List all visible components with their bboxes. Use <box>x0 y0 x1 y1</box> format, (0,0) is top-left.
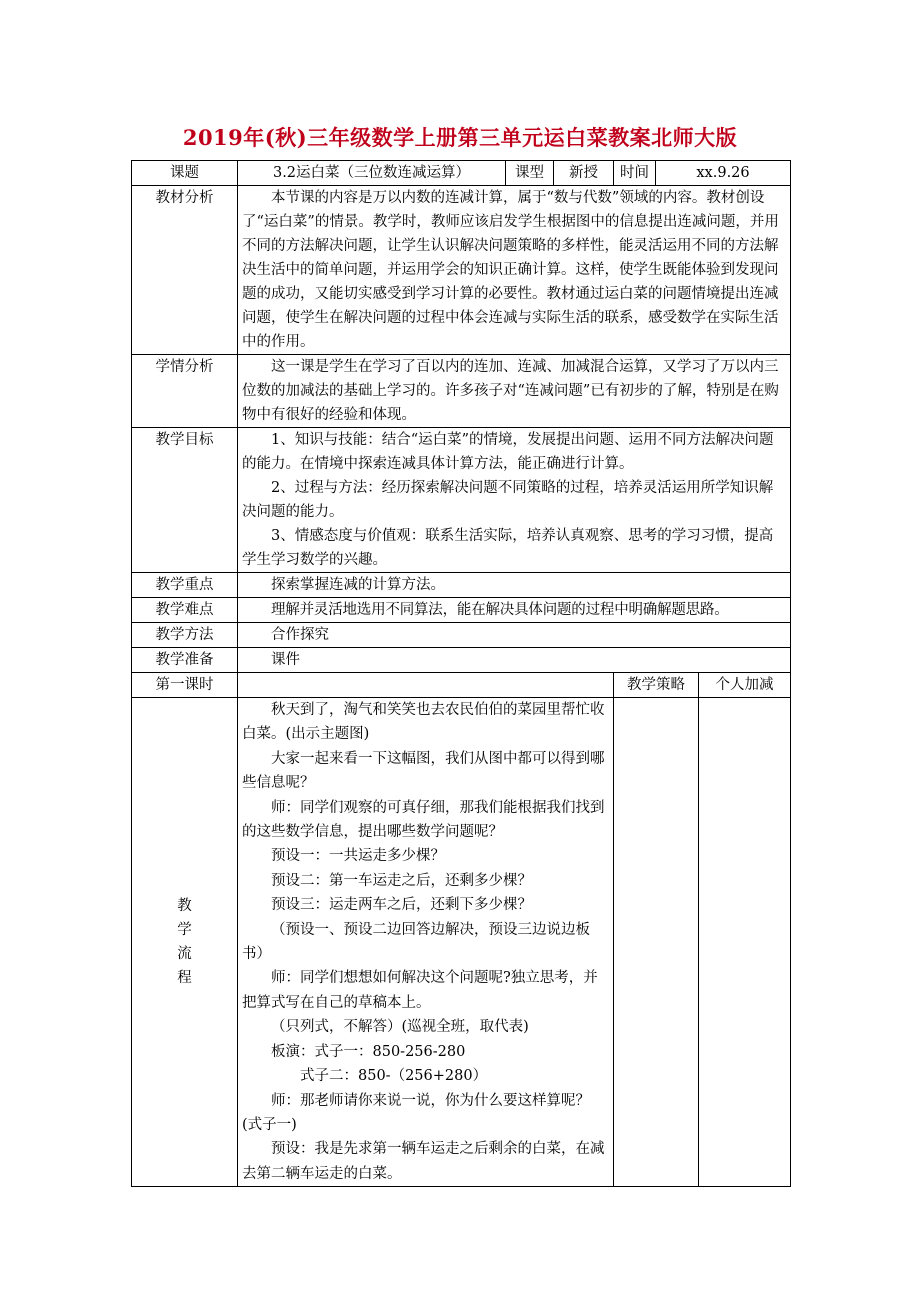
goals-text <box>238 428 791 573</box>
time-value: xx.9.26 <box>656 161 791 186</box>
flow-label-char: 学 <box>177 922 192 939</box>
type-value: 新授 <box>554 161 614 186</box>
period-label: 第一课时 <box>132 673 238 698</box>
flow-line: 师：那老师请你来说一说，你为什么要这样算呢？(式子一) <box>242 1092 590 1133</box>
flow-line: 预设一：一共运走多少棵？ <box>271 848 445 865</box>
prep-text: 课件 <box>238 648 791 673</box>
flow-line: 师：同学们想想如何解决这个问题呢?独立思考，并把算式写在自己的草稿本上。 <box>242 970 598 1011</box>
students-label: 学情分析 <box>132 355 238 428</box>
flow-line: 师：同学们观察的可真仔细，那我们能根据我们找到的这些数学信息，提出哪些数学问题呢？ <box>242 799 605 841</box>
time-label: 时间 <box>614 161 656 186</box>
goal-item: 2、过程与方法：经历探索解决问题不同策略的过程，培养灵活运用所学知识解决问题的能力。 <box>242 480 774 520</box>
flow-line: 预设：我是先求第一辆车运走之后剩余的白菜，在减去第二辆车运走的白菜。 <box>242 1141 605 1182</box>
lesson-header-row <box>132 673 791 698</box>
goal-item: 1、知识与技能：结合“运白菜”的情境，发展提出问题、运用不同方法解决问题的能力。在情境中探索连减具体计算方法，能正确进行计算。 <box>242 432 774 472</box>
method-label: 教学方法 <box>132 623 238 648</box>
students-text: 这一课是学生在学习了百以内的连加、连减、加减混合运算，又学习了万以内三位数的加减法的基础上学习的。许多孩子对“连减问题”已有初步的了解，特别是在购物中有很好的经验和体现。 <box>238 355 791 428</box>
key-point-label: 教学重点 <box>132 573 238 598</box>
flow-row <box>132 698 791 1187</box>
flow-label <box>132 698 238 1187</box>
difficulty-label: 教学难点 <box>132 598 238 623</box>
document-title: 2019年(秋)三年级数学上册第三单元运白菜教案北师大版 <box>182 125 738 150</box>
flow-line: （预设一、预设二边回答边解决，预设三边说边板书） <box>242 921 590 963</box>
header-row <box>132 161 791 186</box>
method-row <box>132 623 791 648</box>
difficulty-text: 理解并灵活地选用不同算法，能在解决具体问题的过程中明确解题思路。 <box>238 598 791 623</box>
personal-blank <box>699 698 791 1187</box>
goals-row <box>132 428 791 573</box>
flow-label-char: 程 <box>177 970 192 987</box>
flow-line: 秋天到了，淘气和笑笑也去农民伯伯的菜园里帮忙收白菜。(出示主题图) <box>242 702 605 743</box>
prep-label: 教学准备 <box>132 648 238 673</box>
goal-item: 3、情感态度与价值观：联系生活实际，培养认真观察、思考的学习习惯，提高学生学习数学的兴趣。 <box>242 528 774 568</box>
lesson-plan-table <box>131 160 791 1187</box>
material-text: 本节课的内容是万以内数的连减计算，属于“数与代数”领域的内容。教材创设了“运白菜”的情景。教学时，教师应该启发学生根据图中的信息提出连减问题，并用不同的方法解决问题，让学生认识解决问题策略的多样性，能灵活运用不同的方法解决生活中的简单问题，并运用学会的知识正确计算。这样，使学生既能体验到发现问题的成功，又能切实感受到学习计算的必要性。教材通过运白菜的问题情境提出连减问题，使学生在解决问题的过程中体会连减与实际生活的联系，感受数学在实际生活中的作用。 <box>238 186 791 355</box>
type-label: 课型 <box>506 161 554 186</box>
key-point-text: 探索掌握连减的计算方法。 <box>238 573 791 598</box>
topic-value: 3.2运白菜（三位数连减运算） <box>238 161 506 186</box>
flow-line: 预设二：第一车运走之后，还剩多少棵？ <box>271 872 532 889</box>
goals-label: 教学目标 <box>132 428 238 573</box>
flow-line: 预设三：运走两车之后，还剩下多少棵？ <box>271 897 532 914</box>
flow-line: 板演：式子一：850-256-280 <box>271 1043 466 1060</box>
prep-row <box>132 648 791 673</box>
topic-label: 课题 <box>132 161 238 186</box>
personal-label: 个人加减 <box>699 673 791 698</box>
flow-line: 大家一起来看一下这幅图，我们从图中都可以得到哪些信息呢？ <box>242 750 605 792</box>
students-row <box>132 355 791 428</box>
strategy-blank <box>614 698 699 1187</box>
period-blank <box>238 673 614 698</box>
key-point-row <box>132 573 791 598</box>
difficulty-row <box>132 598 791 623</box>
material-row <box>132 186 791 355</box>
material-label: 教材分析 <box>132 186 238 355</box>
strategy-label: 教学策略 <box>614 673 699 698</box>
flow-content <box>238 698 614 1187</box>
flow-line: （只列式，不解答）(巡视全班，取代表) <box>271 1019 529 1036</box>
flow-label-char: 教 <box>177 898 192 915</box>
flow-label-char: 流 <box>177 946 192 963</box>
method-text: 合作探究 <box>238 623 791 648</box>
flow-line: 式子二：850-（256+280） <box>300 1068 488 1085</box>
